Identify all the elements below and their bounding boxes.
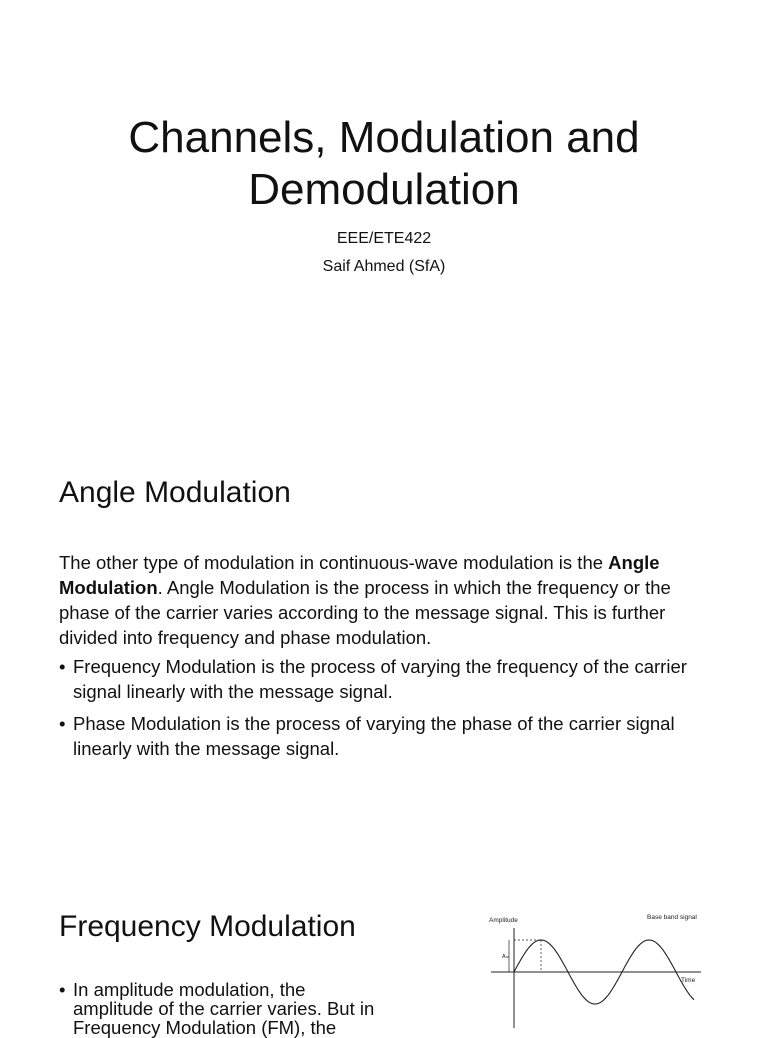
author-name: Saif Ahmed (SfA) bbox=[322, 258, 446, 275]
slide-divider bbox=[0, 432, 768, 440]
bullet-item-am-vs-fm: • In amplitude modulation, the amplitude of the carrier varies. But in Frequency Modulation (FM), the bbox=[59, 980, 379, 1037]
legend-label: Base band signal bbox=[647, 914, 697, 921]
intro-paragraph bbox=[59, 550, 709, 650]
title-slide bbox=[0, 0, 768, 432]
slide-title-line-2: Demodulation bbox=[248, 165, 520, 214]
slide-title-line-1: Channels, Modulation and bbox=[128, 113, 640, 162]
bullet-list bbox=[59, 980, 379, 1037]
y-axis-label: Amplitude bbox=[489, 917, 518, 924]
amplitude-symbol: Aₘ bbox=[502, 954, 510, 960]
intro-text-start: The other type of modulation in continuous-wave modulation is the bbox=[59, 552, 609, 573]
slide-heading: Angle Modulation bbox=[59, 476, 291, 509]
slide-title bbox=[0, 112, 768, 216]
baseband-signal-figure bbox=[485, 908, 707, 1028]
slide-heading: Frequency Modulation bbox=[59, 910, 356, 943]
angle-modulation-slide bbox=[0, 440, 768, 872]
bullet-list bbox=[59, 654, 709, 768]
slide-divider bbox=[0, 872, 768, 880]
intro-text-end: . Angle Modulation is the process in which the frequency or the phase of the carrier varies according to the message signal. This is further divided into frequency and phase modulation. bbox=[59, 577, 671, 648]
course-code: EEE/ETE422 bbox=[336, 230, 432, 247]
bullet-item-phase: • Phase Modulation is the process of varying the phase of the carrier signal linearly with the message signal. bbox=[59, 711, 709, 761]
bullet-item-frequency: • Frequency Modulation is the process of varying the frequency of the carrier signal linearly with the message signal. bbox=[59, 654, 709, 704]
intro-text-bold: Angle Modulation bbox=[59, 552, 660, 598]
x-axis-label: Time bbox=[681, 977, 696, 984]
frequency-modulation-slide bbox=[0, 880, 768, 1038]
